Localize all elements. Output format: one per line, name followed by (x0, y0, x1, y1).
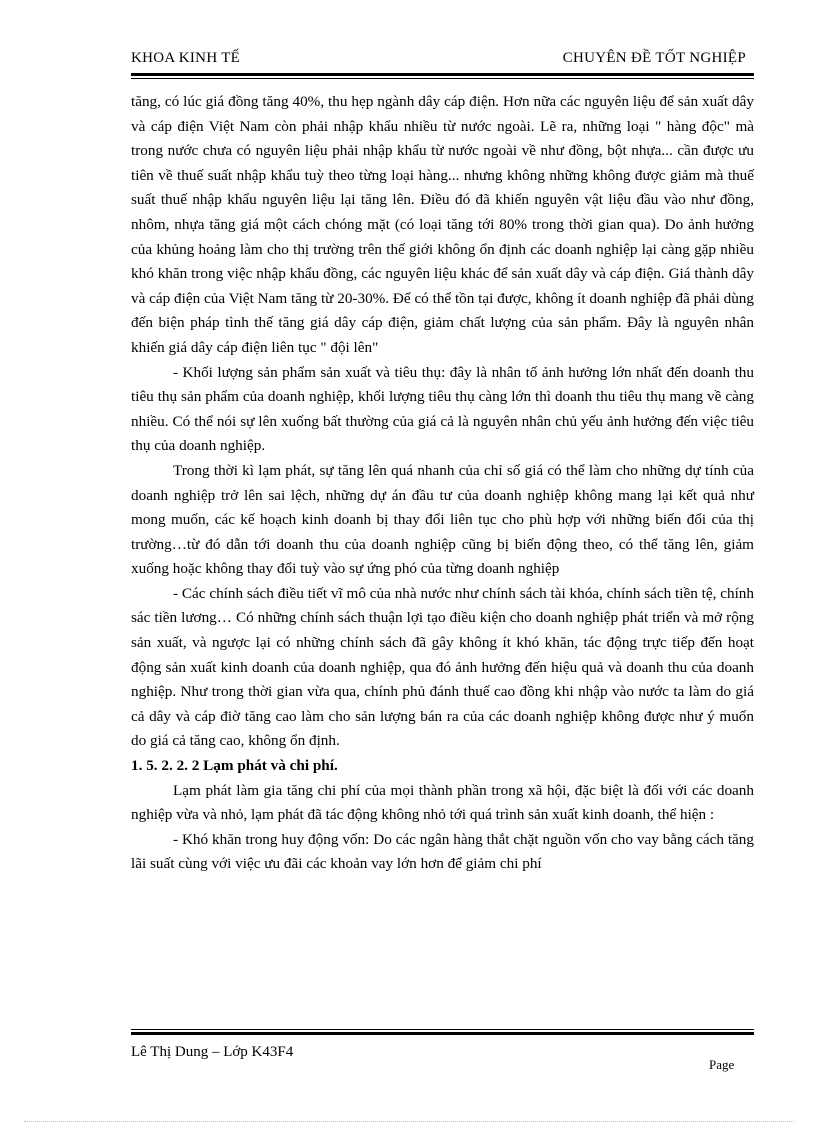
footer-rule-thin (131, 1029, 754, 1030)
header-rule-thin (131, 78, 754, 79)
header-faculty: KHOA KINH TẾ (131, 50, 241, 66)
page-header (131, 50, 754, 70)
page-bottom-dotted-line (24, 1121, 794, 1122)
document-body (131, 90, 754, 877)
paragraph-import-materials: tăng, có lúc giá đồng tăng 40%, thu hẹp ngành dây cáp điện. Hơn nữa các nguyên liệu để sản xuất dây và cáp điện Việt Nam còn phải nhập khẩu nhiều từ nước ngoài. Lẽ ra, những loại " hàng độc" mà trong nước chưa có nguyên liệu phải nhập khẩu từ nước ngoài về như đồng, bột nhựa... cần được ưu tiên về thuế suất nhập khẩu tuỳ theo từng loại hàng... nhưng không những không được giảm mà thuế suất thuế nhập khẩu nguyên liệu lại tăng lên. Điều đó đã khiến nguyên vật liệu đầu vào như đồng, nhôm, nhựa tăng giá một cách chóng mặt (có loại tăng tới 80% trong thời gian qua). Do ảnh hưởng của khủng hoảng làm cho thị trường trên thế giới không ổn định các doanh nghiệp lại càng gặp nhiều khó khăn trong việc nhập khẩu đồng, các nguyên liệu khác để sản xuất dây và cáp điện. Giá thành dây và cáp điện của Việt Nam tăng từ 20-30%. Để có thể tồn tại được, không ít doanh nghiệp đã phải dùng đến biện pháp tình thế tăng giá dây cáp điện, giảm chất lượng của sản phẩm. Đây là nguyên nhân khiến giá dây cáp điện liên tục " đội lên" (131, 93, 754, 356)
paragraph-inflation-period: Trong thời kì lạm phát, sự tăng lên quá nhanh của chỉ số giá có thể làm cho những dự tính của doanh nghiệp trở lên sai lệch, những dự án đầu tư của doanh nghiệp không mang lại kết quả như mong muốn, các kế hoạch kinh doanh bị thay đổi liên tục cho phù hợp với những biến đổi của thị trường…từ đó dẫn tới doanh thu của doanh nghiệp cũng bị biến động theo, có thể tăng lên, giảm xuống hoặc không thay đổi tuỳ vào sự ứng phó của từng doanh nghiệp (131, 461, 754, 578)
header-rule-thick (131, 73, 754, 76)
footer-page-label: Page (709, 1057, 735, 1072)
paragraph-capital-difficulty: - Khó khăn trong huy động vốn: Do các ngân hàng thắt chặt nguồn vốn cho vay bằng cách tăng lãi suất cùng với việc ưu đãi các khoản vay lớn hơn để giảm chi phí (131, 830, 754, 873)
header-document-type: CHUYÊN ĐỀ TỐT NGHIỆP (562, 50, 746, 66)
paragraph-inflation-costs: Lạm phát làm gia tăng chi phí của mọi thành phần trong xã hội, đặc biệt là đối với các doanh nghiệp vừa và nhỏ, lạm phát đã tác động không nhỏ tới quá trình sản xuất kinh doanh, thể hiện : (131, 781, 754, 824)
footer-rule-thick (131, 1032, 754, 1035)
section-heading: 1. 5. 2. 2. 2 Lạm phát và chi phí. (131, 757, 338, 775)
paragraph-macro-policy: - Các chính sách điều tiết vĩ mô của nhà nước như chính sách tài khóa, chính sách tiền tệ, chính sác tiền lương… Có những chính sách thuận lợi tạo điều kiện cho doanh nghiệp phát triển và mở rộng sản xuất, và ngược lại có những chính sách đã gây không ít khó khăn, tác động trực tiếp đến hoạt động sản xuất kinh doanh của doanh nghiệp, qua đó ảnh hưởng đến hiệu quả và doanh thu của doanh nghiệp. Như trong thời gian vừa qua, chính phủ đánh thuế cao đồng khi nhập vào nước ta làm do giá cả dây và cáp điờ tăng cao làm cho sản lượng bán ra của các doanh nghiệp không được như ý muốn do giá cả tăng cao, không ổn định. (131, 584, 754, 750)
footer-author: Lê Thị Dung – Lớp K43F4 (131, 1044, 294, 1060)
paragraph-sales-volume: - Khối lượng sản phẩm sản xuất và tiêu thụ: đây là nhân tố ảnh hưởng lớn nhất đến doanh thu tiêu thụ sản phẩm của doanh nghiệp, khối lượng tiêu thụ càng lớn thì doanh thu tiêu thụ mang về càng nhiều. Có thể nói sự lên xuống bất thường của giá cả là nguyên nhân chủ yếu ảnh hưởng đến việc tiêu thụ của doanh nghiệp. (131, 363, 754, 455)
